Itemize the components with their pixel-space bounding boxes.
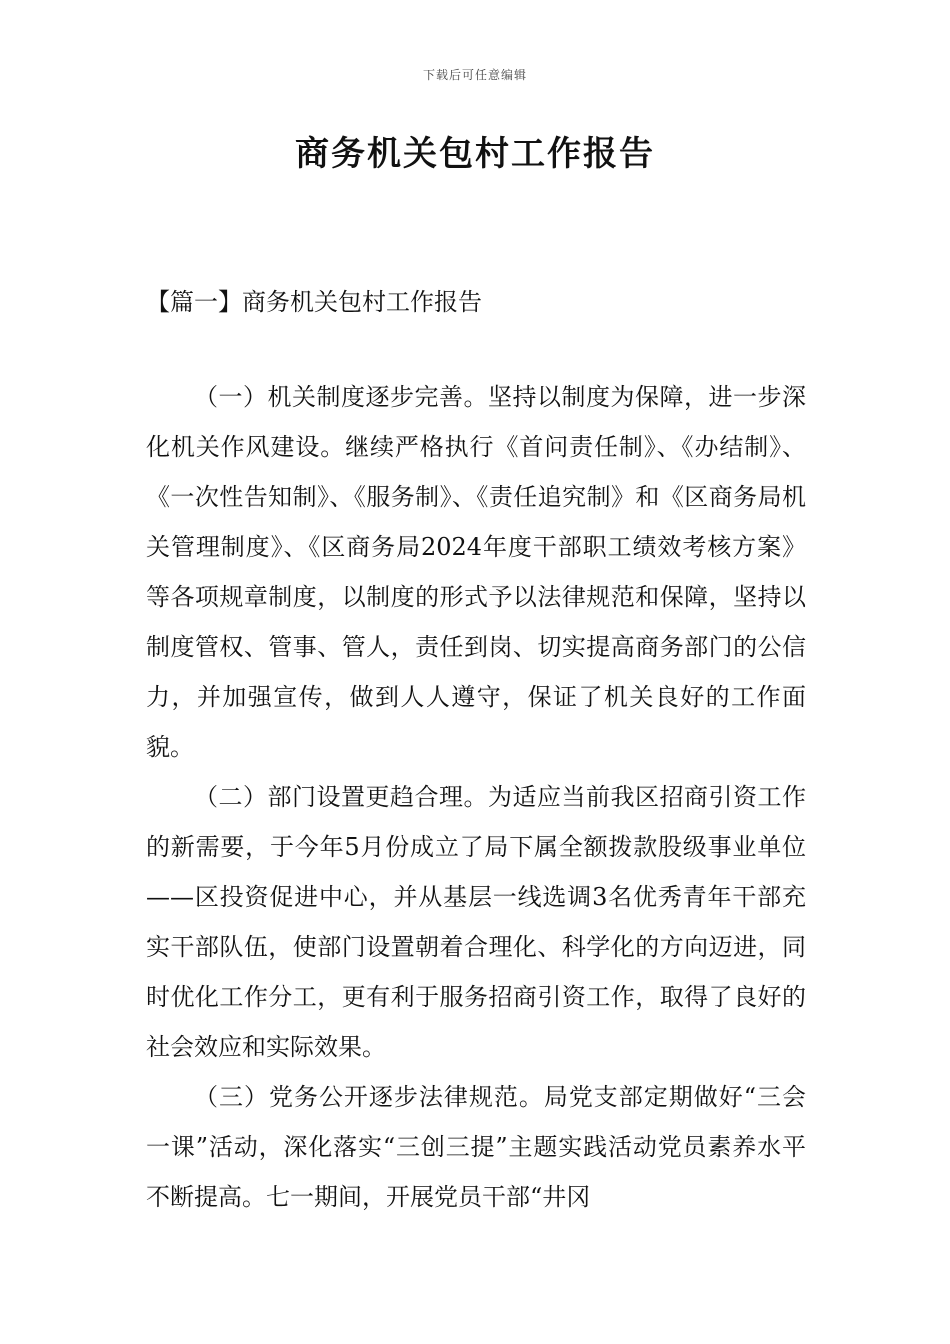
header-note: 下载后可任意编辑 <box>422 68 527 82</box>
paragraph-3: （三）党务公开逐步法律规范。局党支部定期做好“三会一课”活动，深化落实“三创三提”主题实践活动党员素养水平不断提高。七一期间，开展党员干部“井冈 <box>146 1083 806 1211</box>
body-text <box>146 372 806 1222</box>
paragraph-2: （二）部门设置更趋合理。为适应当前我区招商引资工作的新需要，于今年5月份成立了局下属全额拨款股级事业单位——区投资促进中心，并从基层一线选调3名优秀青年干部充实干部队伍，使部门设置朝着合理化、科学化的方向迈进，同时优化工作分工，更有利于服务招商引资工作，取得了良好的社会效应和实际效果。 <box>146 783 806 1061</box>
section-heading: 【篇一】商务机关包村工作报告 <box>146 288 482 316</box>
document-title: 商务机关包村工作报告 <box>295 134 655 174</box>
paragraph-1: （一）机关制度逐步完善。坚持以制度为保障，进一步深化机关作风建设。继续严格执行《首问责任制》、《办结制》、《一次性告知制》、《服务制》、《责任追究制》和《区商务局机关管理制度》、《区商务局2024年度干部职工绩效考核方案》等各项规章制度，以制度的形式予以法律规范和保障，坚持以制度管权、管事、管人，责任到岗、切实提高商务部门的公信力，并加强宣传，做到人人遵守，保证了机关良好的工作面貌。 <box>146 383 806 761</box>
